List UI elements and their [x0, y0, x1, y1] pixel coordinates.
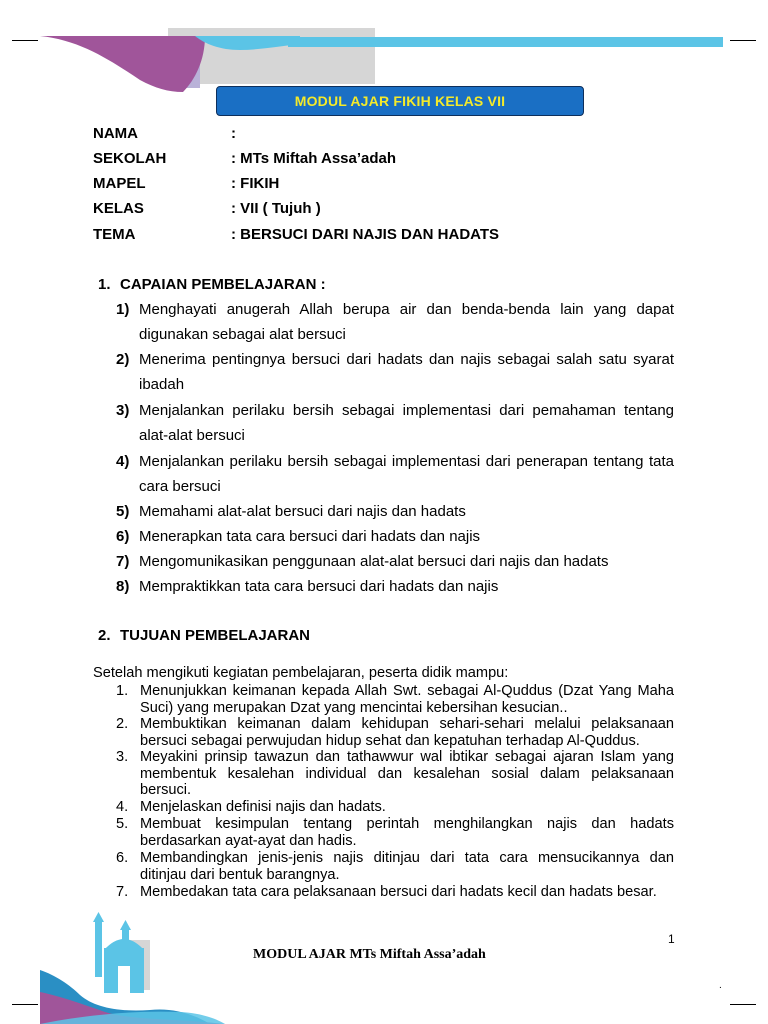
item-text: Membuat kesimpulan tentang perintah menghilangkan najis dan hadats berdasarkan ayat-ayat dan hadis.: [140, 816, 674, 849]
capaian-item: [116, 549, 674, 574]
identity-value: : BERSUCI DARI NAJIS DAN HADATS: [231, 226, 500, 243]
identity-key: NAMA: [93, 125, 138, 142]
capaian-item: [116, 297, 674, 347]
section-capaian-heading: [98, 276, 326, 293]
footer-text: MODUL AJAR MTs Miftah Assa’adah: [253, 947, 486, 962]
identity-key: MAPEL: [93, 175, 146, 192]
tujuan-item: [116, 884, 674, 901]
item-number: 5): [116, 503, 130, 520]
page-number: 1: [668, 932, 675, 946]
tujuan-item: [116, 683, 674, 716]
identity-key: SEKOLAH: [93, 150, 167, 167]
capaian-item: [116, 524, 674, 549]
identity-value: : VII ( Tujuh ): [231, 200, 321, 217]
capaian-item: [116, 449, 674, 499]
tujuan-item: [116, 749, 674, 799]
item-text: Menjalankan perilaku bersih sebagai implementasi dari pemahaman tentang alat-alat bersuci: [139, 402, 674, 444]
mosque-icon: [93, 912, 144, 993]
capaian-item: [116, 347, 674, 397]
crop-mark: [730, 1004, 756, 1005]
item-text: Membuktikan keimanan dalam kehidupan sehari-sehari melalui pelaksanaan bersuci sebagai perwujudan hidup sehat dan kepatuhan terhadap Al-Quddus.: [140, 716, 674, 749]
item-number: 4.: [116, 799, 129, 815]
footer-decoration: [0, 900, 260, 1024]
identity-value: :: [231, 125, 236, 142]
tujuan-item: [116, 850, 674, 883]
item-text: Membedakan tata cara pelaksanaan bersuci dari hadats kecil dan hadats besar.: [140, 884, 657, 900]
tujuan-item: [116, 716, 674, 749]
item-text: Membandingkan jenis-jenis najis ditinjau dari tata cara mensucikannya dan ditinjau dari bentuk barangnya.: [140, 850, 674, 883]
item-text: Mengomunikasikan penggunaan alat-alat bersuci dari najis dan hadats: [139, 553, 609, 570]
item-number: 2.: [116, 716, 129, 732]
item-number: 1.: [116, 683, 129, 699]
purple-wave: [40, 36, 205, 92]
tujuan-item: [116, 816, 674, 849]
item-number: 4): [116, 453, 130, 470]
section-number: 2.: [98, 627, 111, 644]
item-number: 7): [116, 553, 130, 570]
item-number: 3.: [116, 749, 129, 765]
identity-key: TEMA: [93, 226, 136, 243]
capaian-item: [116, 574, 674, 599]
item-text: Meyakini prinsip tawazun dan tathawwur wal ibtikar sebagai ajaran Islam yang membentuk kesalehan individual dan kesalehan sosial dalam pelaksanaan bersuci.: [140, 749, 674, 799]
capaian-item: [116, 499, 674, 524]
item-number: 3): [116, 402, 130, 419]
item-text: Menerapkan tata cara bersuci dari hadats dan najis: [139, 528, 481, 545]
item-text: Memahami alat-alat bersuci dari najis dan hadats: [139, 503, 466, 520]
cyan-bar: [288, 37, 723, 47]
item-text: Mempraktikkan tata cara bersuci dari hadats dan najis: [139, 578, 499, 595]
item-number: 7.: [116, 884, 129, 900]
crop-mark: [730, 40, 756, 41]
item-text: Menjelaskan definisi najis dan hadats.: [140, 799, 386, 815]
item-text: Menghayati anugerah Allah berupa air dan benda-benda lain yang dapat digunakan sebagai alat bersuci: [139, 301, 674, 343]
section-title: CAPAIAN PEMBELAJARAN :: [120, 276, 326, 293]
item-number: 6): [116, 528, 130, 545]
footer-dot: .: [719, 980, 722, 991]
identity-value: : FIKIH: [231, 175, 280, 192]
capaian-item: [116, 398, 674, 448]
item-number: 5.: [116, 816, 129, 832]
section-tujuan-heading: [98, 627, 310, 644]
identity-value: : MTs Miftah Assa’adah: [231, 150, 397, 167]
item-number: 1): [116, 301, 130, 318]
identity-key: KELAS: [93, 200, 144, 217]
item-text: Menunjukkan keimanan kepada Allah Swt. sebagai Al-Quddus (Dzat Yang Maha Suci) yang merupakan Dzat yang mencintai kebersihan kesucian..: [140, 683, 674, 716]
crop-mark: [12, 40, 38, 41]
item-text: Menjalankan perilaku bersih sebagai implementasi dari penerapan tentang tata cara bersuci: [139, 453, 674, 495]
item-number: 2): [116, 351, 130, 368]
tujuan-item: [116, 799, 674, 816]
item-number: 8): [116, 578, 130, 595]
tujuan-intro: Setelah mengikuti kegiatan pembelajaran, peserta didik mampu:: [93, 665, 509, 681]
section-number: 1.: [98, 276, 111, 293]
document-title: MODUL AJAR FIKIH KELAS VII: [294, 93, 506, 109]
item-text: Menerima pentingnya bersuci dari hadats dan najis sebagai salah satu syarat ibadah: [139, 351, 674, 393]
item-number: 6.: [116, 850, 129, 866]
section-title: TUJUAN PEMBELAJARAN: [120, 627, 311, 644]
document-title-box: [216, 86, 584, 116]
